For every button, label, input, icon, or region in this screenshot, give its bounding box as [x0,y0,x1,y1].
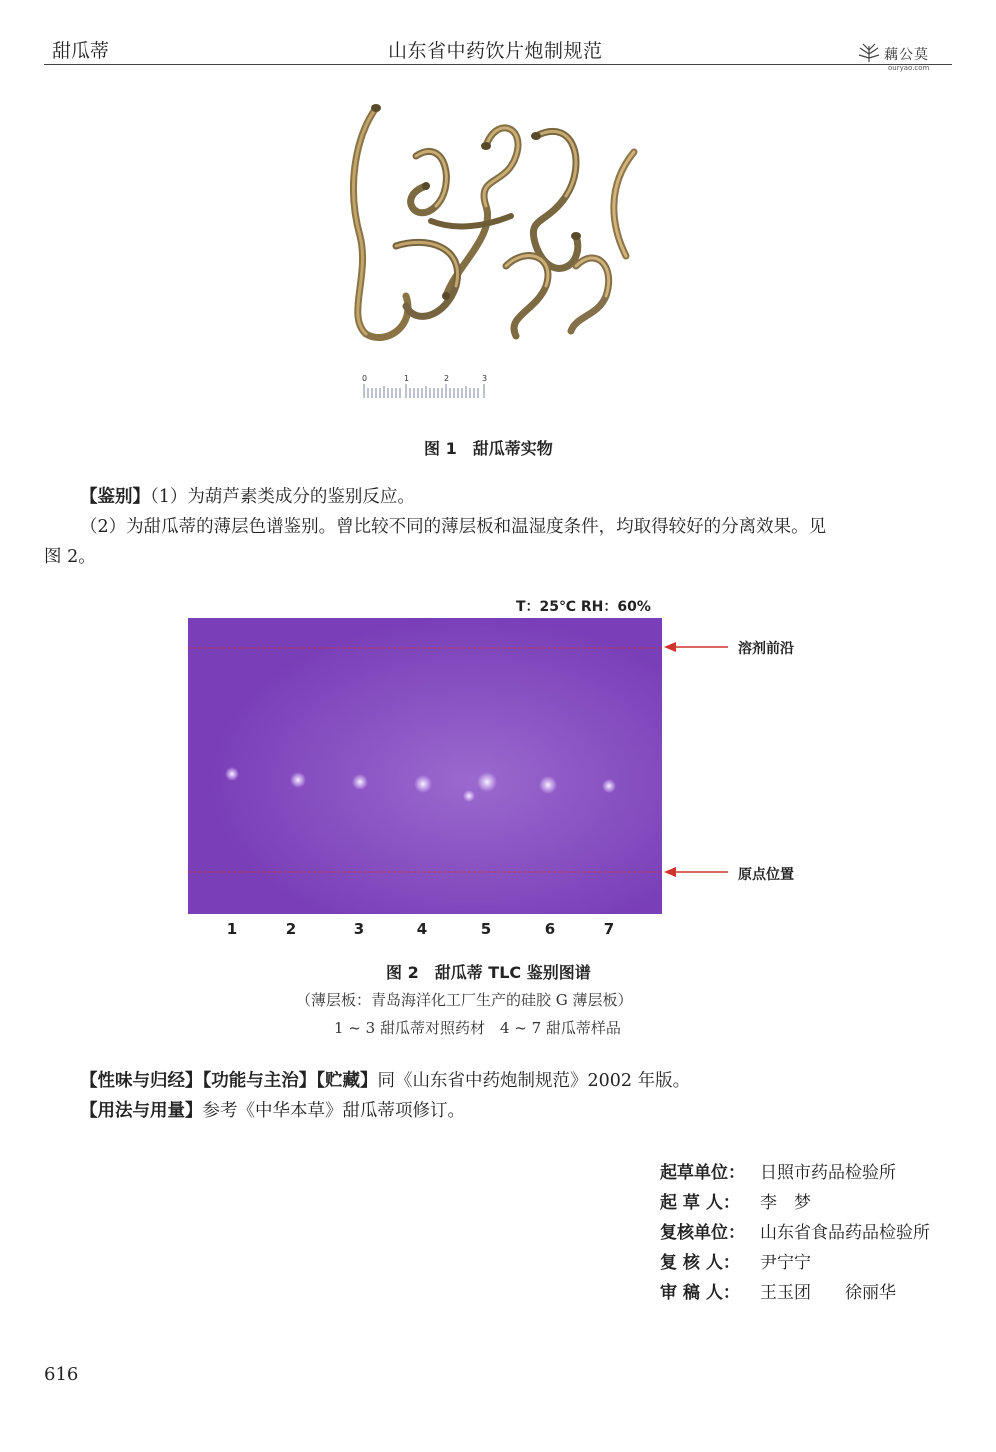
lane-number-6: 6 [544,920,556,938]
specimen-illustration [336,96,656,346]
leaf-logo-icon [856,42,882,66]
credit-row-drafting-unit [660,1158,896,1183]
properties-line-1 [80,1066,690,1096]
logo-text: 藕公莫 [884,47,929,63]
credit-row-editor [660,1278,896,1303]
properties-text-1: 同《山东省中药炮制规范》2002 年版。 [377,1071,691,1091]
tlc-spot-lane-3 [352,774,368,790]
section-labels-properties: 【性味与归经】【功能与主治】【贮藏】 [80,1071,378,1091]
credit-key: 起 草 人： [660,1193,740,1213]
credit-key: 复核单位： [660,1223,745,1243]
figure2-subcaption-plate: （薄层板：青岛海洋化工厂生产的硅胶 G 薄层板） [296,991,633,1009]
tlc-spot-lane-7 [602,779,616,793]
lane-number-2: 2 [285,920,297,938]
properties-text-2: 参考《中华本草》甜瓜蒂项修订。 [202,1101,465,1121]
lane-number-3: 3 [353,920,365,938]
header-rule [44,64,952,65]
specimen-photo [336,96,656,346]
tlc-spot-lane-6 [539,776,557,794]
identification-line-2: （2）为甜瓜蒂的薄层色谱鉴别。曾比较不同的薄层板和温湿度条件，均取得较好的分离效果。见 [80,517,827,537]
credit-row-review-unit [660,1218,930,1243]
credit-value: 王玉团 徐丽华 [760,1283,896,1303]
scale-tick-1: 1 [404,374,410,383]
origin-arrow-icon [664,865,730,879]
credit-key: 审 稿 人： [660,1283,740,1303]
scale-tick-3: 3 [482,374,488,383]
credit-value: 山东省食品药品检验所 [760,1223,930,1243]
tlc-spot-lane-4 [414,775,432,793]
lane-number-7: 7 [603,920,615,938]
tlc-spot-lane-4b [463,790,475,802]
section-label-usage: 【用法与用量】 [80,1101,203,1121]
properties-line-2 [80,1096,465,1126]
tlc-spot-lane-1 [225,767,239,781]
credit-key: 起草单位： [660,1163,745,1183]
identification-text-1: （1）为葫芦素类成分的鉴别反应。 [150,487,415,507]
credit-value: 日照市药品检验所 [760,1163,896,1183]
scale-tick-2: 2 [444,374,450,383]
figure1-caption: 图 1 甜瓜蒂实物 [424,439,553,458]
publisher-logo [856,42,956,74]
ruler-ticks-graphic [362,384,488,400]
credit-value: 尹宁宁 [760,1253,811,1273]
solvent-front-arrow-icon [664,640,730,654]
lane-number-4: 4 [416,920,428,938]
identification-line-3: 图 2。 [44,547,96,567]
lane-number-1: 1 [226,920,238,938]
figure2-subcaption-lanes: 1 ~ 3 甜瓜蒂对照药材 4 ~ 7 甜瓜蒂样品 [334,1019,621,1037]
page-number: 616 [44,1364,79,1385]
scale-ruler [362,374,488,404]
tlc-plate-graphic [188,618,662,914]
logo-url: ouryao.com [888,64,930,72]
section-label-identification: 【鉴别】 [80,487,150,507]
tlc-spot-lane-5 [477,772,497,792]
credit-row-reviewer [660,1248,811,1273]
tlc-conditions: T：25℃ RH：60% [516,599,651,615]
lane-number-5: 5 [480,920,492,938]
tlc-spot-lane-2 [290,772,306,788]
figure2-caption: 图 2 甜瓜蒂 TLC 鉴别图谱 [386,963,591,982]
scale-tick-0: 0 [362,374,368,383]
credit-key: 复 核 人： [660,1253,740,1273]
credit-row-drafter [660,1188,811,1213]
credit-value: 李 梦 [760,1193,811,1213]
tlc-plate [188,618,662,914]
identification-line-1 [80,482,415,512]
running-header-title: 山东省中药饮片炮制规范 [388,40,603,62]
solvent-front-label: 溶剂前沿 [738,641,794,657]
running-header-left: 甜瓜蒂 [52,40,110,62]
origin-label: 原点位置 [738,867,794,883]
